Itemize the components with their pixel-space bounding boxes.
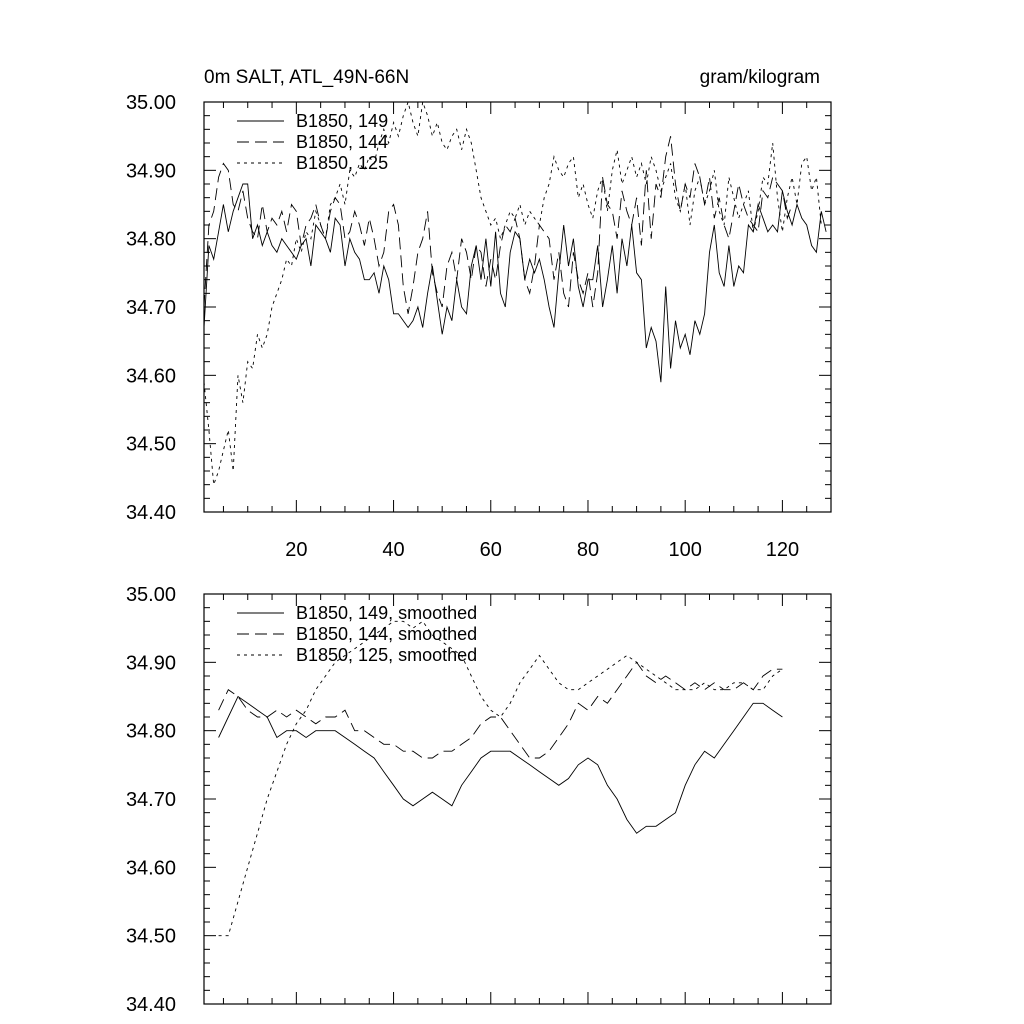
y-tick-label: 34.50 [125,925,176,948]
y-tick-label: 34.50 [125,433,176,456]
y-tick-label: 34.80 [125,228,176,251]
x-tick-label: 100 [668,539,702,561]
y-tick-label: 34.60 [125,857,176,880]
chart-title: 0m SALT, ATL_49N-66N [204,67,410,88]
legend-label: B1850, 125 [296,153,389,173]
x-tick-label: 120 [765,539,800,561]
x-tick-label: 60 [479,539,502,561]
legend-label: B1850, 149, smoothed [296,603,478,623]
y-tick-label: 34.80 [125,720,176,743]
legend-label: B1850, 144, smoothed [296,624,478,644]
y-tick-label: 35.00 [125,584,176,606]
y-tick-label: 34.40 [125,502,176,524]
x-tick-label: 80 [576,539,600,561]
legend-label: B1850, 144 [296,132,389,152]
units-label: gram/kilogram [699,67,820,88]
x-tick-label: 20 [285,539,308,561]
y-tick-label: 34.70 [125,297,176,319]
legend-label: B1850, 149 [296,111,389,131]
x-tick-label: 40 [382,539,405,561]
y-tick-label: 34.90 [125,652,176,675]
y-tick-label: 34.40 [125,994,176,1016]
legend-label: B1850, 125, smoothed [296,645,478,665]
y-tick-label: 34.60 [125,365,176,388]
y-tick-label: 35.00 [125,92,176,114]
y-tick-label: 34.70 [125,789,176,811]
y-tick-label: 34.90 [125,160,176,183]
